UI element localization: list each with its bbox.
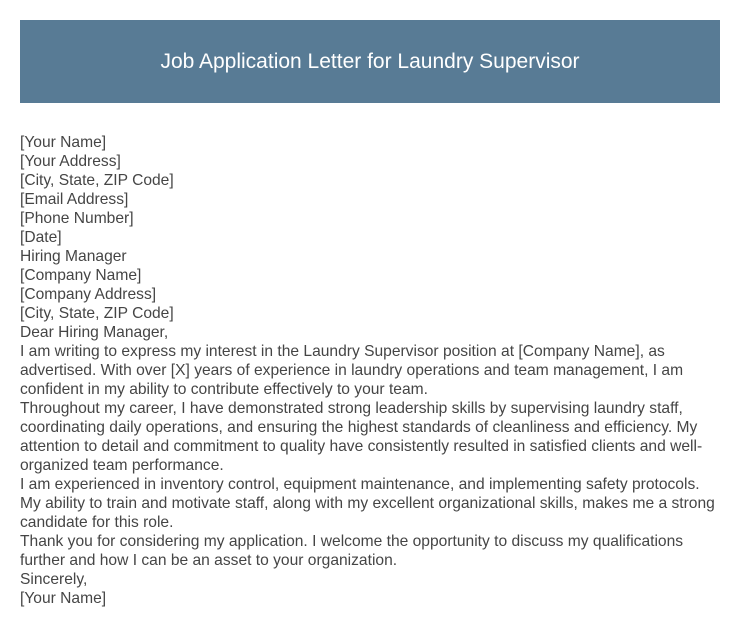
sender-name: [Your Name]: [20, 134, 107, 151]
paragraph-closing: Thank you for considering my application. I welcome the opportunity to discuss my qualifications further and how I can be an asset to your organization.: [20, 533, 684, 569]
date: [Date]: [20, 229, 62, 246]
sign-off: Sincerely,: [20, 571, 88, 588]
letter-body: [20, 133, 722, 608]
signature-name: [Your Name]: [20, 590, 107, 607]
company-city: [City, State, ZIP Code]: [20, 305, 174, 322]
sender-address: [Your Address]: [20, 153, 121, 170]
page-title: Job Application Letter for Laundry Supervisor: [160, 49, 580, 73]
sender-city: [City, State, ZIP Code]: [20, 172, 174, 189]
sender-email: [Email Address]: [20, 191, 129, 208]
letter-title-banner: [20, 20, 720, 103]
company-name: [Company Name]: [20, 267, 142, 284]
sender-phone: [Phone Number]: [20, 210, 134, 227]
salutation: Dear Hiring Manager,: [20, 324, 169, 341]
paragraph-skills: I am experienced in inventory control, equipment maintenance, and implementing safety protocols. My ability to train and motivate staff, along with my excellent organizational skills, makes me a strong candidate for this role.: [20, 476, 715, 531]
company-address: [Company Address]: [20, 286, 157, 303]
paragraph-experience: Throughout my career, I have demonstrated strong leadership skills by supervising laundry staff, coordinating daily operations, and ensuring the highest standards of cleanliness and efficiency. My attention to detail and commitment to quality have consistently resulted in satisfied clients and well-organized team performance.: [20, 400, 703, 474]
recipient-title: Hiring Manager: [20, 248, 127, 265]
paragraph-intro: I am writing to express my interest in the Laundry Supervisor position at [Company Name], as advertised. With over [X] years of experience in laundry operations and team management, I am confident in my ability to contribute effectively to your team.: [20, 343, 684, 398]
